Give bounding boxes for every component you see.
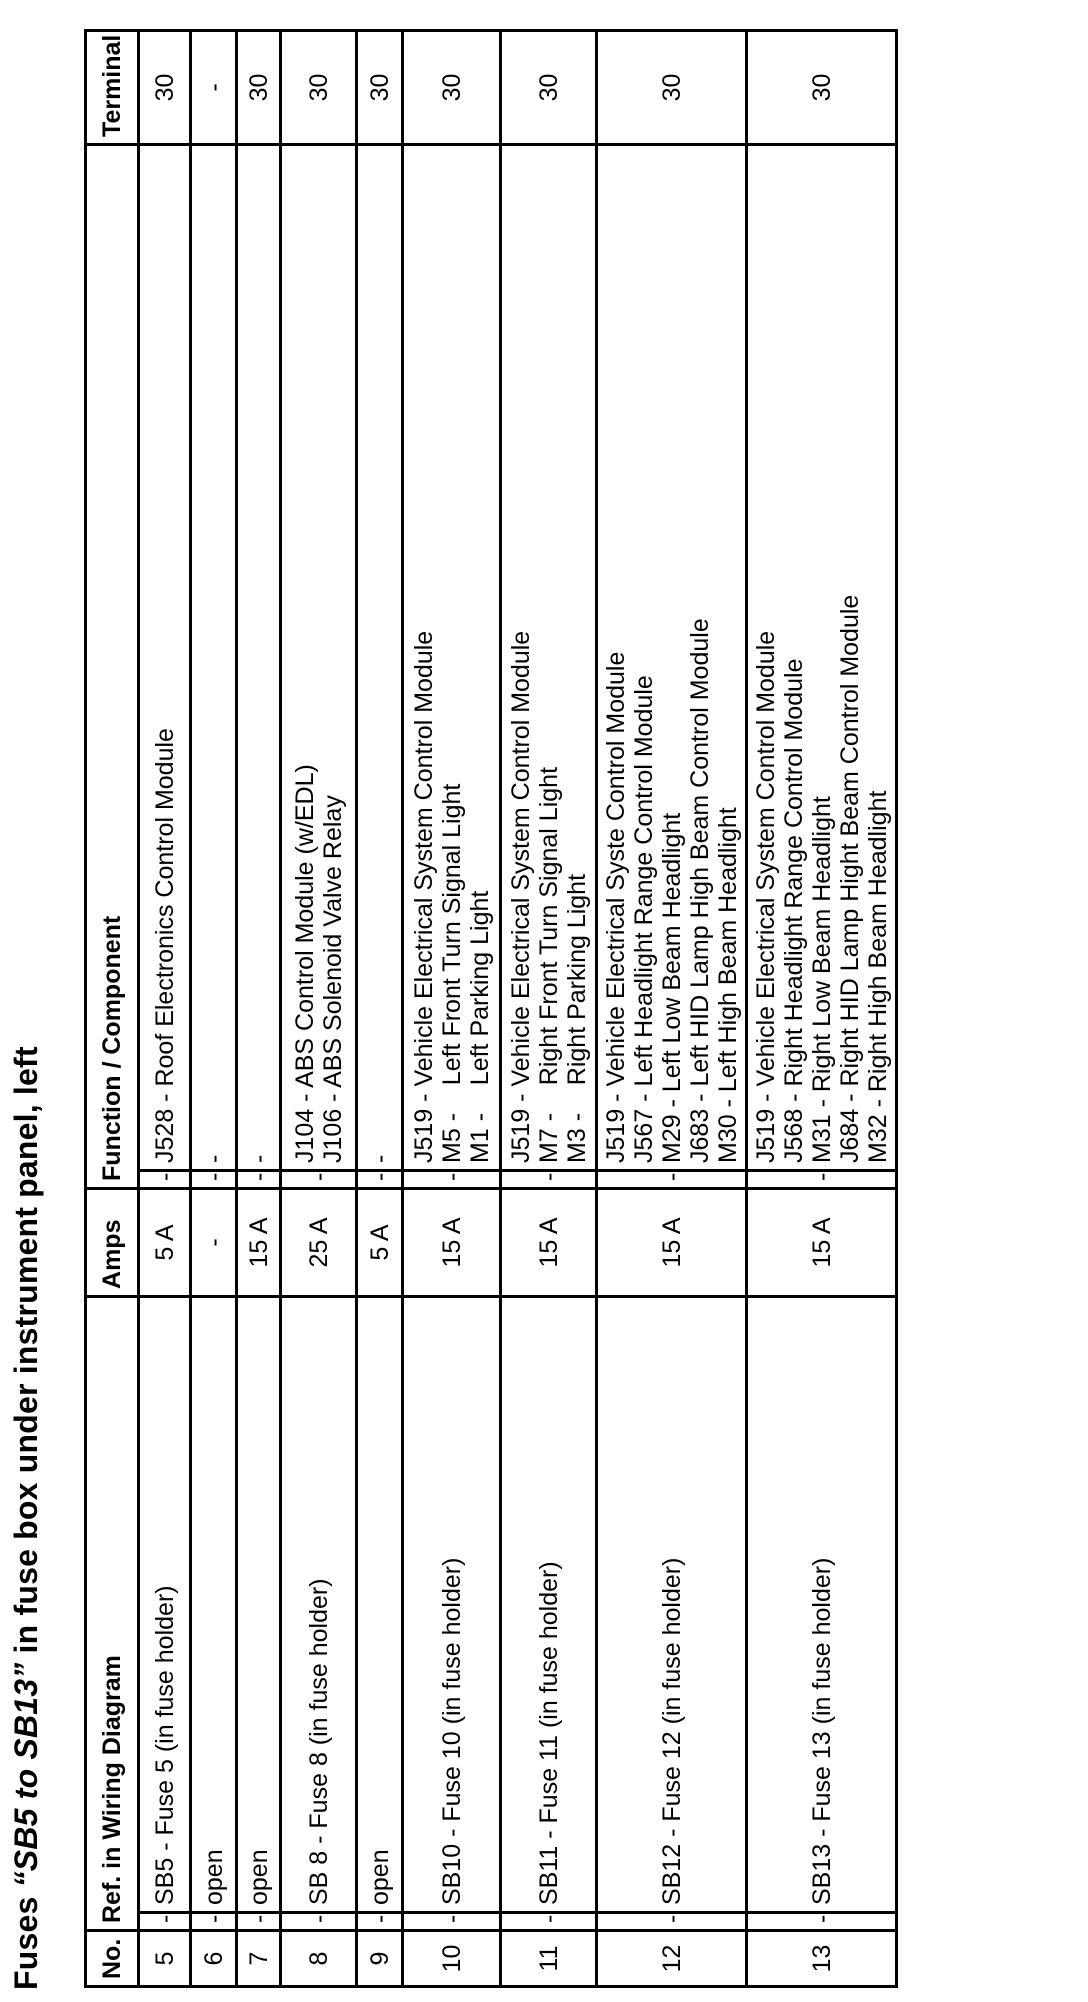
header-terminal: Terminal: [86, 30, 139, 144]
separator-dash: -: [191, 1913, 237, 1931]
fuse-number: 11: [501, 1931, 597, 1987]
terminal: 30: [501, 30, 597, 144]
wiring-reference: SB10 - Fuse 10 (in fuse holder): [403, 1296, 501, 1912]
separator-dash: -: [501, 1170, 597, 1188]
table-row: [237, 30, 281, 1986]
function-component: [139, 144, 191, 1170]
fuse-number: 9: [357, 1931, 403, 1987]
component-line: J519 - Vehicle Electrical Syste Control Module: [601, 651, 630, 1163]
component-line: J684 - Right HID Lamp Hight Beam Control Module: [835, 594, 864, 1163]
separator-dash: -: [191, 1170, 237, 1188]
separator-dash: -: [747, 1170, 897, 1188]
fuse-number: 10: [403, 1931, 501, 1987]
terminal: 30: [281, 30, 357, 144]
function-component: [191, 144, 237, 1170]
table-row: [403, 30, 501, 1986]
wiring-reference: SB13 - Fuse 13 (in fuse holder): [747, 1296, 897, 1912]
header-ref: Ref. in Wiring Diagram: [86, 1296, 139, 1930]
wiring-reference: SB12 - Fuse 12 (in fuse holder): [597, 1296, 747, 1912]
terminal: 30: [597, 30, 747, 144]
fuse-number: 7: [237, 1931, 281, 1987]
fuse-amperage: 5 A: [357, 1188, 403, 1296]
fuse-amperage: 15 A: [237, 1188, 281, 1296]
separator-dash: -: [139, 1170, 191, 1188]
fuse-number: 13: [747, 1931, 897, 1987]
terminal: 30: [237, 30, 281, 144]
function-component: [597, 144, 747, 1170]
wiring-reference: open: [191, 1296, 237, 1912]
fuse-amperage: 15 A: [403, 1188, 501, 1296]
table-row: [281, 30, 357, 1986]
function-component: [403, 144, 501, 1170]
fuse-number: 12: [597, 1931, 747, 1987]
separator-dash: -: [597, 1913, 747, 1931]
title-suffix: in fuse box under instrument panel, left: [8, 1046, 44, 1663]
header-amps: Amps: [86, 1188, 139, 1296]
fuse-amperage: 25 A: [281, 1188, 357, 1296]
terminal: 30: [139, 30, 191, 144]
component-line: -: [199, 1154, 228, 1163]
terminal: -: [191, 30, 237, 144]
header-no: No.: [86, 1931, 139, 1987]
component-line: M1 - Left Parking Light: [465, 890, 494, 1163]
fuse-amperage: -: [191, 1188, 237, 1296]
fuse-table-body: [139, 30, 897, 1986]
function-component: [357, 144, 403, 1170]
function-component: [501, 144, 597, 1170]
component-line: M30 - Left High Beam Headlight: [713, 807, 742, 1163]
fuse-number: 5: [139, 1931, 191, 1987]
component-line: M32 - Right High Beam Headlight: [863, 790, 892, 1163]
fuse-number: 6: [191, 1931, 237, 1987]
wiring-reference: SB11 - Fuse 11 (in fuse holder): [501, 1296, 597, 1912]
table-row: [191, 30, 237, 1986]
fuse-number: 8: [281, 1931, 357, 1987]
function-component: [281, 144, 357, 1170]
wiring-reference: open: [357, 1296, 403, 1912]
separator-dash: -: [139, 1913, 191, 1931]
fuse-amperage: 15 A: [597, 1188, 747, 1296]
component-line: J568 - Right Headlight Range Control Module: [779, 658, 808, 1163]
separator-dash: -: [357, 1170, 403, 1188]
wiring-reference: open: [237, 1296, 281, 1912]
component-line: J567 - Left Headlight Range Control Module: [629, 675, 658, 1163]
component-line: M5 - Left Front Turn Signal Light: [437, 783, 466, 1163]
separator-dash: -: [281, 1170, 357, 1188]
wiring-reference: SB 8 - Fuse 8 (in fuse holder): [281, 1296, 357, 1912]
separator-dash: -: [597, 1170, 747, 1188]
terminal: 30: [403, 30, 501, 144]
table-row: [139, 30, 191, 1986]
component-line: M3 - Right Parking Light: [562, 873, 591, 1163]
component-line: J528 - Roof Electronics Control Module: [150, 728, 179, 1163]
header-function: Function / Component: [86, 144, 139, 1188]
function-component: [237, 144, 281, 1170]
table-row: [597, 30, 747, 1986]
fuse-amperage: 15 A: [747, 1188, 897, 1296]
component-line: J519 - Vehicle Electrical System Control Module: [506, 630, 535, 1163]
terminal: 30: [357, 30, 403, 144]
title-quoted: “SB5 to SB13”: [8, 1662, 44, 1888]
separator-dash: -: [281, 1913, 357, 1931]
title-prefix: Fuses: [8, 1887, 44, 1990]
table-row: [747, 30, 897, 1986]
component-line: M7 - Right Front Turn Signal Light: [534, 766, 563, 1163]
header-row: [86, 30, 139, 1986]
component-line: -: [244, 1154, 273, 1163]
terminal: 30: [747, 30, 897, 144]
component-line: -: [365, 1154, 394, 1163]
component-line: J519 - Vehicle Electrical System Control Module: [751, 630, 780, 1163]
separator-dash: -: [403, 1170, 501, 1188]
component-line: J683 - Left HID Lamp High Beam Control Module: [685, 618, 714, 1163]
separator-dash: -: [501, 1913, 597, 1931]
table-row: [357, 30, 403, 1986]
function-component: [747, 144, 897, 1170]
table-row: [501, 30, 597, 1986]
separator-dash: -: [747, 1913, 897, 1931]
separator-dash: -: [237, 1170, 281, 1188]
separator-dash: -: [357, 1913, 403, 1931]
component-line: M29 - Left Low Beam Headlight: [657, 812, 686, 1163]
wiring-reference: SB5 - Fuse 5 (in fuse holder): [139, 1296, 191, 1912]
component-line: M31 - Right Low Beam Headlight: [807, 796, 836, 1163]
fuse-table: [84, 29, 898, 1988]
component-line: J519 - Vehicle Electrical System Control Module: [409, 630, 438, 1163]
separator-dash: -: [237, 1913, 281, 1931]
component-line: J104 - ABS Control Module (w/EDL): [290, 764, 319, 1163]
separator-dash: -: [403, 1913, 501, 1931]
fuse-amperage: 5 A: [139, 1188, 191, 1296]
page-title: [8, 1046, 45, 1990]
component-line: J106 - ABS Solenoid Valve Relay: [318, 795, 347, 1163]
fuse-amperage: 15 A: [501, 1188, 597, 1296]
